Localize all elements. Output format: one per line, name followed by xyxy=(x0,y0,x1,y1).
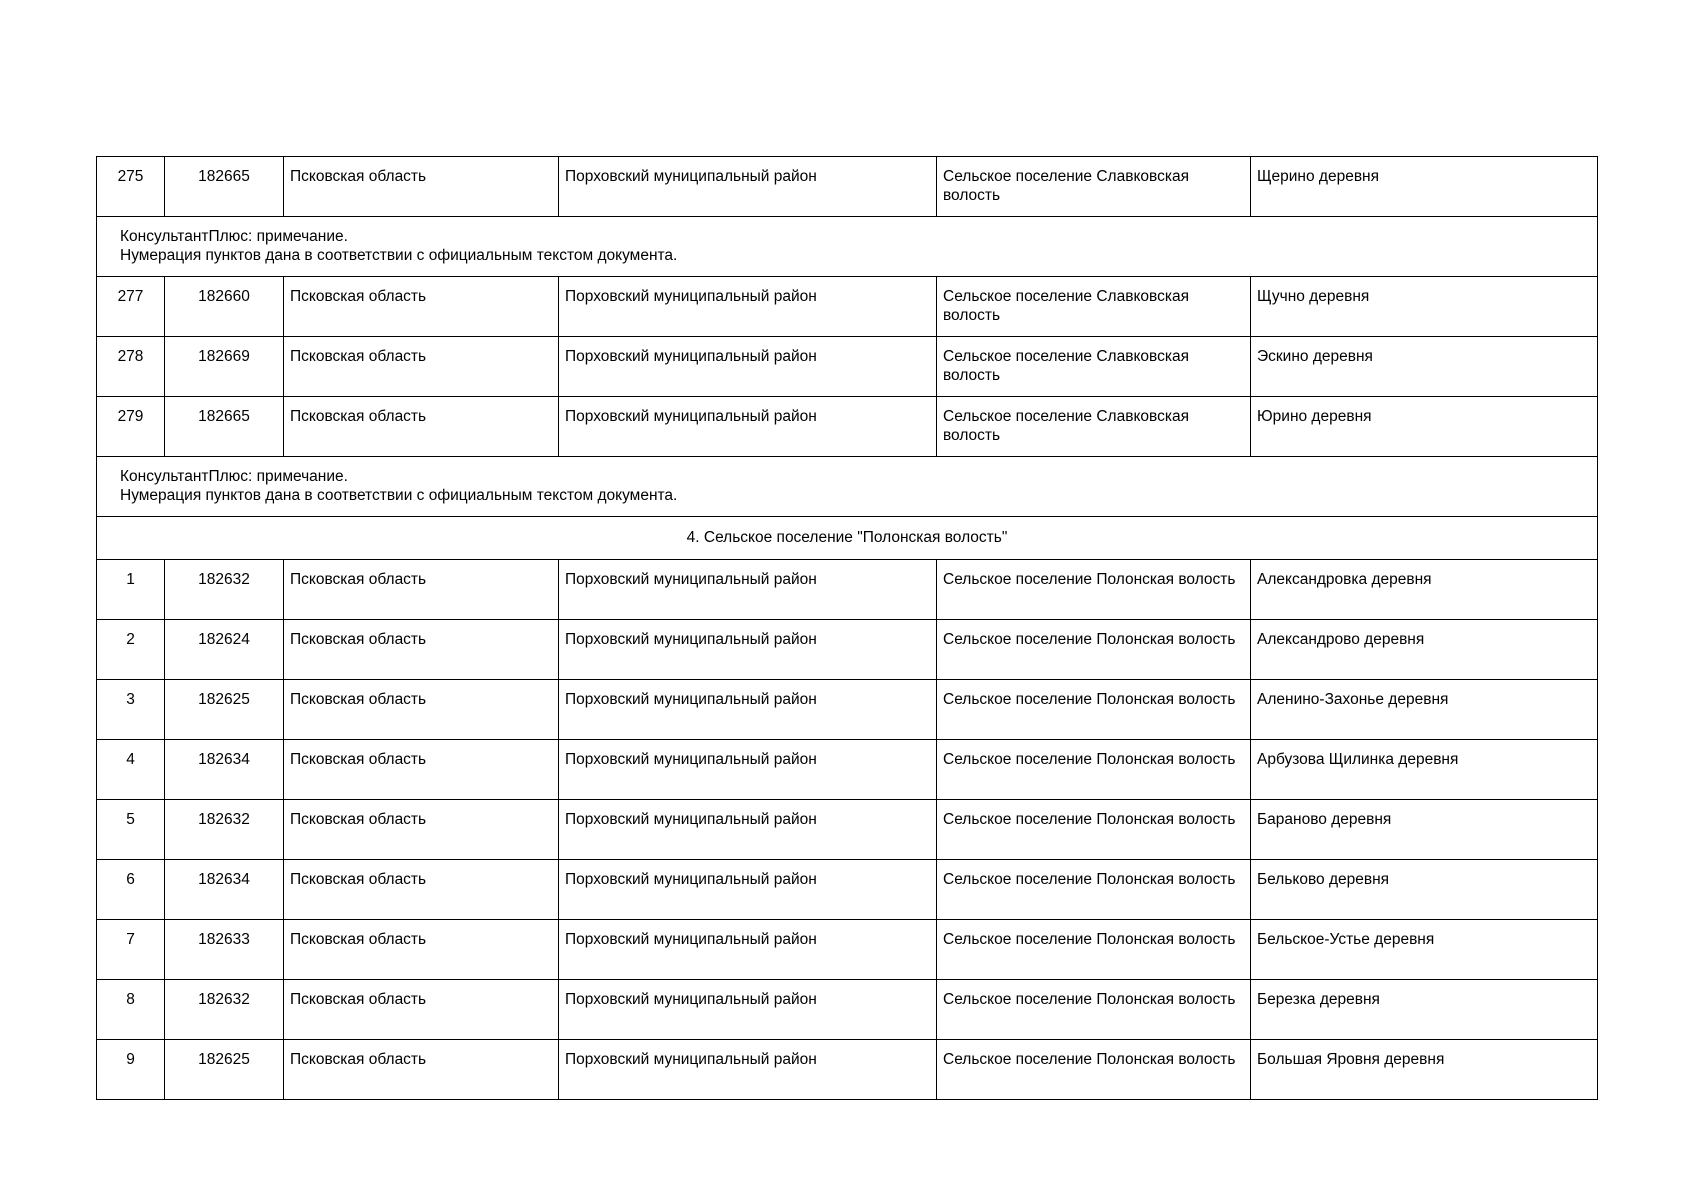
table-row xyxy=(97,740,1598,800)
consultant-note xyxy=(97,217,1598,277)
row-number-cell: 3 xyxy=(97,680,165,740)
table-body xyxy=(97,157,1598,1100)
locality-cell: Аленино-Захонье деревня xyxy=(1251,680,1598,740)
table-row xyxy=(97,1040,1598,1100)
table-row xyxy=(97,680,1598,740)
region-cell: Псковская область xyxy=(284,800,559,860)
postal-code-cell: 182669 xyxy=(165,337,284,397)
note-text: Нумерация пунктов дана в соответствии с официальным текстом документа. xyxy=(120,487,678,504)
table-row xyxy=(97,980,1598,1040)
region-cell: Псковская область xyxy=(284,980,559,1040)
postal-code-cell: 182625 xyxy=(165,1040,284,1100)
settlement-cell: Сельское поселение Полонская волость xyxy=(937,560,1251,620)
region-cell: Псковская область xyxy=(284,740,559,800)
region-cell: Псковская область xyxy=(284,680,559,740)
locality-cell: Бельское-Устье деревня xyxy=(1251,920,1598,980)
locality-cell: Щучно деревня xyxy=(1251,277,1598,337)
district-cell: Порховский муниципальный район xyxy=(559,397,937,457)
section-header-row xyxy=(97,517,1598,560)
note-title: КонсультантПлюс: примечание. xyxy=(120,468,348,485)
district-cell: Порховский муниципальный район xyxy=(559,680,937,740)
row-number-cell: 6 xyxy=(97,860,165,920)
locality-cell: Березка деревня xyxy=(1251,980,1598,1040)
row-number-cell: 1 xyxy=(97,560,165,620)
postal-code-cell: 182665 xyxy=(165,157,284,217)
note-title: КонсультантПлюс: примечание. xyxy=(120,228,348,245)
row-number-cell: 7 xyxy=(97,920,165,980)
settlement-cell: Сельское поселение Славковская волость xyxy=(937,157,1251,217)
district-cell: Порховский муниципальный район xyxy=(559,800,937,860)
locality-cell: Александрово деревня xyxy=(1251,620,1598,680)
note-text: Нумерация пунктов дана в соответствии с официальным текстом документа. xyxy=(120,247,678,264)
district-cell: Порховский муниципальный район xyxy=(559,1040,937,1100)
locality-cell: Щерино деревня xyxy=(1251,157,1598,217)
row-number-cell: 5 xyxy=(97,800,165,860)
region-cell: Псковская область xyxy=(284,560,559,620)
row-number-cell: 277 xyxy=(97,277,165,337)
district-cell: Порховский муниципальный район xyxy=(559,980,937,1040)
settlement-cell: Сельское поселение Полонская волость xyxy=(937,860,1251,920)
postal-code-cell: 182624 xyxy=(165,620,284,680)
district-cell: Порховский муниципальный район xyxy=(559,740,937,800)
row-number-cell: 275 xyxy=(97,157,165,217)
postal-code-cell: 182632 xyxy=(165,980,284,1040)
region-cell: Псковская область xyxy=(284,277,559,337)
locality-cell: Эскино деревня xyxy=(1251,337,1598,397)
district-cell: Порховский муниципальный район xyxy=(559,860,937,920)
settlement-cell: Сельское поселение Полонская волость xyxy=(937,1040,1251,1100)
table-row xyxy=(97,800,1598,860)
settlement-cell: Сельское поселение Славковская волость xyxy=(937,277,1251,337)
locality-cell: Бараново деревня xyxy=(1251,800,1598,860)
postal-code-cell: 182625 xyxy=(165,680,284,740)
consultant-note xyxy=(97,457,1598,517)
locality-cell: Юрино деревня xyxy=(1251,397,1598,457)
consultant-note-row xyxy=(97,217,1598,277)
table-row xyxy=(97,620,1598,680)
locality-cell: Большая Яровня деревня xyxy=(1251,1040,1598,1100)
table-row xyxy=(97,397,1598,457)
postal-code-cell: 182632 xyxy=(165,800,284,860)
table-row xyxy=(97,560,1598,620)
row-number-cell: 9 xyxy=(97,1040,165,1100)
postal-code-cell: 182634 xyxy=(165,740,284,800)
row-number-cell: 8 xyxy=(97,980,165,1040)
settlement-cell: Сельское поселение Полонская волость xyxy=(937,920,1251,980)
locality-cell: Арбузова Щилинка деревня xyxy=(1251,740,1598,800)
settlement-cell: Сельское поселение Славковская волость xyxy=(937,397,1251,457)
settlement-cell: Сельское поселение Полонская волость xyxy=(937,680,1251,740)
table-row xyxy=(97,860,1598,920)
district-cell: Порховский муниципальный район xyxy=(559,277,937,337)
table-row xyxy=(97,157,1598,217)
postal-code-cell: 182634 xyxy=(165,860,284,920)
consultant-note-row xyxy=(97,457,1598,517)
postal-code-cell: 182633 xyxy=(165,920,284,980)
region-cell: Псковская область xyxy=(284,860,559,920)
postal-code-cell: 182632 xyxy=(165,560,284,620)
region-cell: Псковская область xyxy=(284,620,559,680)
section-title: 4. Сельское поселение "Полонская волость" xyxy=(97,517,1598,560)
district-cell: Порховский муниципальный район xyxy=(559,920,937,980)
postal-code-cell: 182665 xyxy=(165,397,284,457)
settlement-cell: Сельское поселение Полонская волость xyxy=(937,980,1251,1040)
district-cell: Порховский муниципальный район xyxy=(559,337,937,397)
table-row xyxy=(97,920,1598,980)
settlement-cell: Сельское поселение Полонская волость xyxy=(937,620,1251,680)
district-cell: Порховский муниципальный район xyxy=(559,157,937,217)
region-cell: Псковская область xyxy=(284,920,559,980)
settlement-cell: Сельское поселение Полонская волость xyxy=(937,800,1251,860)
table-row xyxy=(97,337,1598,397)
locality-cell: Бельково деревня xyxy=(1251,860,1598,920)
locality-cell: Александровка деревня xyxy=(1251,560,1598,620)
region-cell: Псковская область xyxy=(284,397,559,457)
postal-code-cell: 182660 xyxy=(165,277,284,337)
settlements-table xyxy=(96,156,1598,1100)
settlement-cell: Сельское поселение Полонская волость xyxy=(937,740,1251,800)
region-cell: Псковская область xyxy=(284,337,559,397)
region-cell: Псковская область xyxy=(284,157,559,217)
district-cell: Порховский муниципальный район xyxy=(559,560,937,620)
row-number-cell: 2 xyxy=(97,620,165,680)
table-row xyxy=(97,277,1598,337)
row-number-cell: 4 xyxy=(97,740,165,800)
settlement-cell: Сельское поселение Славковская волость xyxy=(937,337,1251,397)
region-cell: Псковская область xyxy=(284,1040,559,1100)
district-cell: Порховский муниципальный район xyxy=(559,620,937,680)
row-number-cell: 278 xyxy=(97,337,165,397)
row-number-cell: 279 xyxy=(97,397,165,457)
